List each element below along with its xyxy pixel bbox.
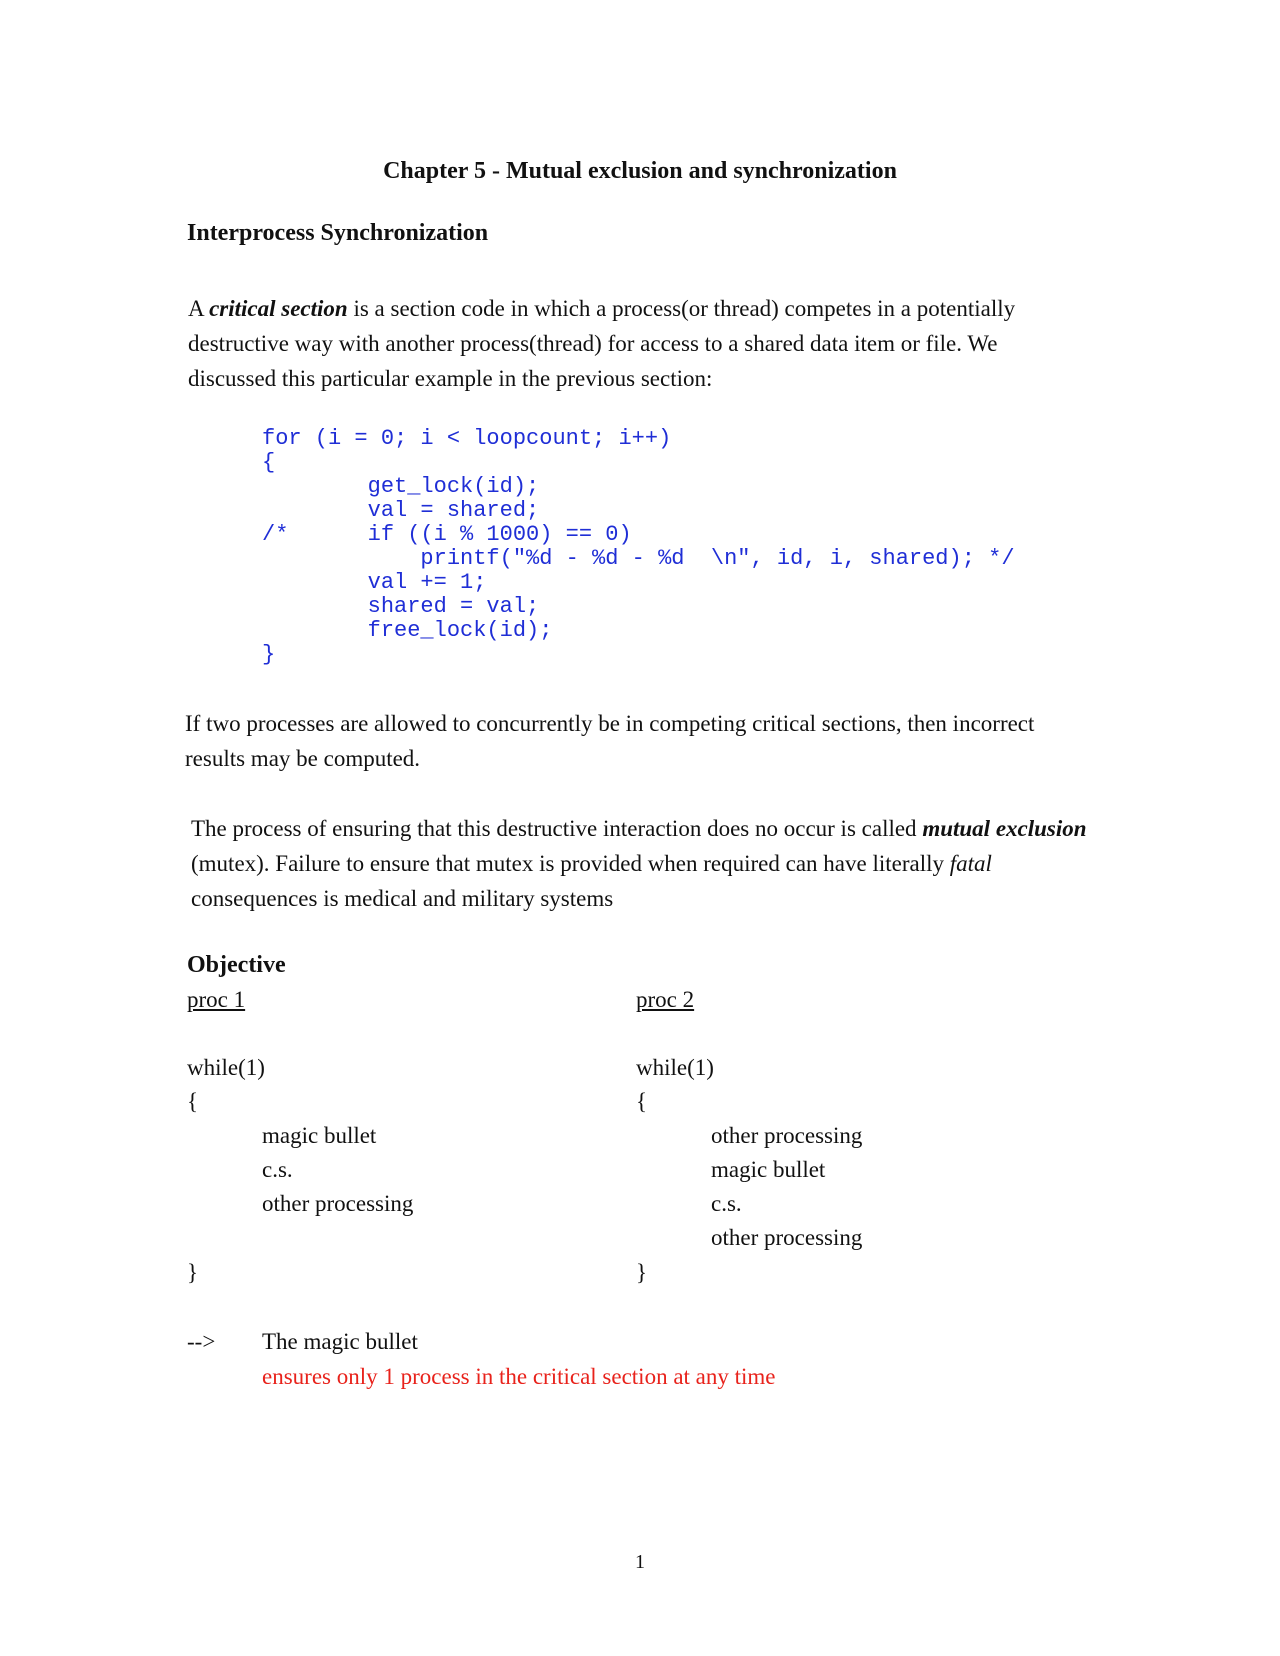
code-line: }	[262, 642, 276, 667]
proc1-loop: while(1)	[187, 1055, 265, 1080]
mutex-line-1: The process of ensuring that this destructive interaction does no occur is called mutual exclusion	[191, 816, 1087, 841]
term-fatal: fatal	[949, 851, 992, 876]
proc1-label: proc 1	[187, 987, 246, 1012]
term-critical-section: critical section	[209, 296, 348, 321]
code-line: val += 1;	[262, 570, 487, 595]
proc2-step: magic bullet	[711, 1157, 826, 1182]
proc2-step: c.s.	[711, 1191, 742, 1216]
concurrency-paragraph	[185, 706, 1034, 776]
mutex-paragraph	[191, 811, 1087, 916]
concurrency-line-2: results may be computed.	[185, 746, 421, 771]
proc2-label: proc 2	[636, 987, 695, 1012]
intro-line-1: A critical section is a section code in which a process(or thread) competes in a potentially	[188, 296, 1016, 321]
page-title: Chapter 5 - Mutual exclusion and synchronization	[383, 158, 897, 184]
concurrency-line-1: If two processes are allowed to concurrently be in competing critical sections, then incorrect	[185, 711, 1035, 736]
intro-line-2: destructive way with another process(thread) for access to a shared data item or file. We	[188, 331, 998, 356]
page-number: 1	[635, 1551, 645, 1573]
proc1-step: magic bullet	[262, 1123, 377, 1148]
objective-heading: Objective	[187, 952, 286, 978]
code-line: for (i = 0; i < loopcount; i++)	[262, 426, 672, 451]
proc2-step: other processing	[711, 1225, 863, 1250]
mutex-line-2: (mutex). Failure to ensure that mutex is provided when required can have literally fatal	[191, 851, 992, 876]
proc2-open-brace: {	[636, 1089, 648, 1114]
arrow-marker: -->	[187, 1329, 216, 1354]
mutex-line-3: consequences is medical and military systems	[191, 886, 614, 911]
section-heading: Interprocess Synchronization	[187, 220, 489, 246]
code-line: printf("%d - %d - %d \n", id, i, shared); */	[262, 546, 1015, 571]
proc2-step: other processing	[711, 1123, 863, 1148]
proc2-loop: while(1)	[636, 1055, 714, 1080]
proc1-step: c.s.	[262, 1157, 293, 1182]
proc1-step: other processing	[262, 1191, 414, 1216]
conclusion-line-1: The magic bullet	[262, 1329, 418, 1354]
code-block	[262, 427, 1015, 667]
proc1-close-brace: }	[187, 1260, 199, 1285]
code-line: free_lock(id);	[262, 618, 553, 643]
intro-line-3: discussed this particular example in the previous section:	[188, 366, 713, 391]
proc2-close-brace: }	[636, 1260, 648, 1285]
proc1-open-brace: {	[187, 1089, 199, 1114]
code-line: get_lock(id);	[262, 474, 540, 499]
code-line: val = shared;	[262, 498, 540, 523]
intro-paragraph	[188, 291, 1015, 396]
code-line: {	[262, 450, 276, 475]
code-line: /* if ((i % 1000) == 0)	[262, 522, 632, 547]
term-mutual-exclusion: mutual exclusion	[922, 816, 1087, 841]
conclusion-line-2: ensures only 1 process in the critical section at any time	[262, 1364, 776, 1389]
code-line: shared = val;	[262, 594, 540, 619]
